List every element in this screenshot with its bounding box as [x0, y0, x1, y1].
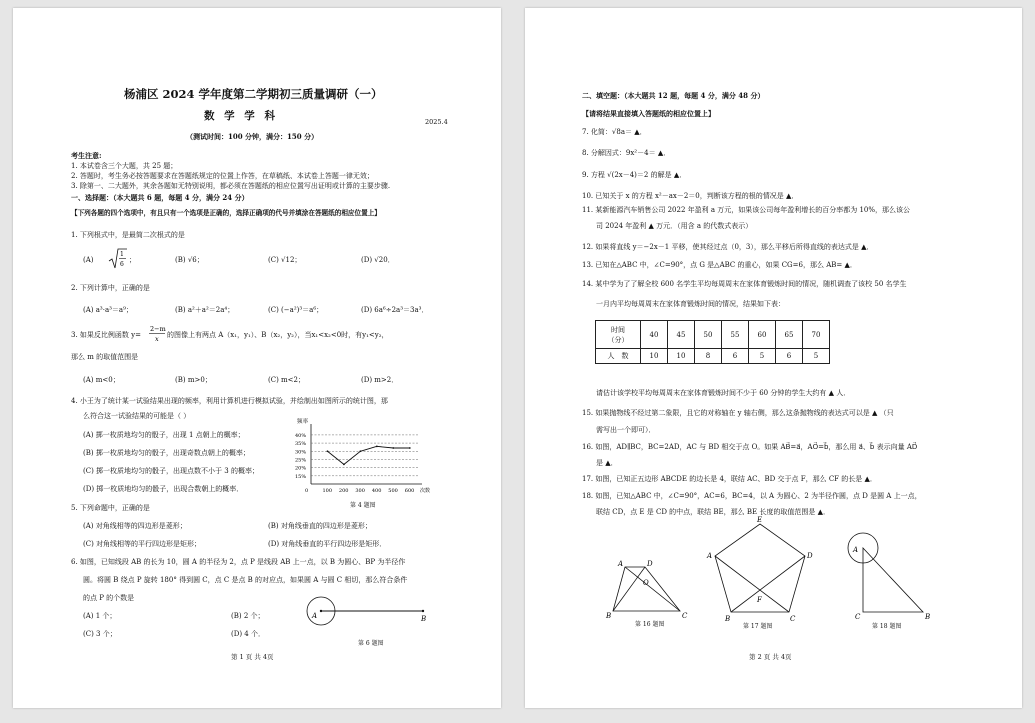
q6-option-a: (A) 1 个；: [83, 612, 117, 620]
fig17-diagonal-bd: [731, 556, 805, 612]
q1-option-a-radical: [109, 248, 127, 270]
q4-option-b: (B) 掷一枚质地均匀的骰子，出现奇数点朝上的概率；: [83, 449, 250, 457]
q15-blank: ▲: [872, 409, 878, 417]
q16-blank: ▲: [605, 459, 611, 467]
fig16: [605, 553, 695, 619]
q17: 17. 如图，已知正五边形 ABCDE 的边长是 4，联结 AC、BD 交于点 F，那么 CF 的长是 ▲．: [582, 475, 877, 483]
q1-option-b: (B) √6；: [175, 256, 204, 264]
q6-stem-3: 的点 P 的个数是: [83, 594, 135, 602]
q6-option-b: (B) 2 个；: [231, 612, 265, 620]
exam-info: （测试时间：100 分钟，满分：150 分）: [186, 132, 319, 141]
svg-text:C: C: [682, 612, 688, 620]
svg-text:O: O: [643, 579, 649, 587]
q14-table: [595, 320, 830, 364]
q8: 8. 分解因式：9x²－4＝ ▲．: [582, 149, 671, 157]
fig17-diagonal-ac: [715, 556, 789, 612]
q3-fraction: [149, 323, 167, 345]
fig17: [705, 516, 815, 624]
table-count-cell: 10: [641, 349, 668, 364]
x-tick-label: 200: [338, 488, 349, 494]
q3-stem: 3. 如果反比例函数 y=: [71, 331, 141, 339]
q4-option-c: (C) 掷一枚质地均匀的骰子，出现点数不小于 3 的概率；: [83, 467, 259, 475]
q2-option-c: (C) (−a²)³＝a⁶；: [268, 306, 324, 314]
table-count-cell: 8: [695, 349, 722, 364]
q1-frac-den: 6: [120, 261, 124, 268]
q7-blank: ▲: [634, 128, 640, 136]
svg-text:2−m: 2−m: [150, 325, 166, 333]
table-time-cell: 50: [695, 321, 722, 349]
svg-text:x: x: [155, 335, 159, 343]
frequency-point: [359, 450, 361, 452]
table-time-cell: 65: [776, 321, 803, 349]
q12-blank: ▲: [861, 243, 867, 251]
table-count-cell: 10: [668, 349, 695, 364]
y-tick-label: 40%: [295, 432, 307, 439]
q1-frac-num: 1: [120, 251, 124, 258]
x-tick-label: 500: [388, 488, 398, 494]
q4-stem: 4. 小王为了统计某一试验结果出现的频率，利用计算机进行模拟试验，并绘制出如图所示的统计图，那: [71, 397, 388, 405]
q17-blank: ▲: [864, 475, 870, 483]
y-axis-label: 频率: [297, 419, 309, 425]
frequency-point: [327, 450, 329, 452]
table-time-cell: 60: [749, 321, 776, 349]
q5-option-a: (A) 对角线相等的四边形是菱形；: [83, 522, 187, 530]
q13: 13. 已知在△ABC 中，∠C=90°，点 G 是△ABC 的重心，如果 CG=6，那么 AB= ▲．: [582, 261, 857, 269]
svg-text:B: B: [725, 615, 731, 623]
svg-text:A: A: [707, 552, 713, 560]
exam-date: 2025.4: [425, 118, 448, 126]
table-time-cell: 45: [668, 321, 695, 349]
table-count-cell: 6: [722, 349, 749, 364]
q11-line2: 司 2024 年盈利 ▲ 万元．（用含 a 的代数式表示）: [596, 222, 753, 230]
q2-option-a: (A) a³·a³＝a⁹；: [83, 306, 133, 314]
q9: 9. 方程 √(2x－4)＝2 的解是 ▲．: [582, 171, 687, 179]
page1-footer: 第 1 页 共 4页: [231, 653, 274, 661]
fig18-caption: 第 18 题图: [872, 623, 902, 630]
q6-figure: [298, 591, 428, 631]
q2-option-d: (D) 6a⁶÷2a³＝3a³．: [361, 306, 429, 314]
svg-text:B: B: [925, 613, 931, 621]
q3-stem-2: 的图像上有两点 A（x₁，y₁）、B（x₂，y₂），当x₁<x₂<0时，有y₁<y₂，: [167, 331, 389, 339]
q11-blank: ▲: [648, 222, 654, 230]
q3-option-b: (B) m>0；: [175, 376, 212, 384]
frequency-point: [392, 447, 394, 449]
q4-caption: 第 4 题图: [350, 502, 376, 509]
q12: 12. 如果将直线 y＝−2x－1 平移，使其经过点（0，3），那么平移后所得直线的表达式是 ▲．: [582, 243, 874, 251]
y-tick-label: 25%: [295, 457, 307, 464]
table-count-cell: 5: [749, 349, 776, 364]
section2-instruction: 【请将结果直接填入答题纸的相应位置上】: [582, 109, 715, 118]
q3-option-d: (D) m>2．: [361, 376, 399, 384]
x-tick-label: 400: [371, 488, 382, 494]
x-tick-label: 300: [355, 488, 365, 494]
q6-caption: 第 6 题图: [358, 640, 384, 647]
section1-title: 一、选择题：（本大题共 6 题，每题 4 分，满分 24 分）: [71, 193, 249, 202]
y-tick-label: 15%: [295, 473, 307, 480]
exam-title: 杨浦区 2024 学年度第二学期初三质量调研（一）: [124, 87, 383, 101]
table-header-time: 时间 （分）: [596, 321, 641, 349]
q10-blank: ▲: [786, 192, 792, 200]
q5-stem: 5. 下列命题中，正确的是: [71, 504, 150, 512]
q15: 15. 如果抛物线不经过第二象限，且它的对称轴在 y 轴右侧，那么这条抛物线的表达式可以是 ▲ （只: [582, 409, 894, 417]
q10: 10. 已知关于 x 的方程 x²－ax－2＝0，判断该方程的根的情况是 ▲．: [582, 192, 799, 200]
fig18: [843, 520, 933, 620]
q4-option-d: (D) 掷一枚质地均匀的骰子，出现合数朝上的概率．: [83, 485, 244, 493]
q4-option-a: (A) 掷一枚质地均匀的骰子，出现 1 点朝上的概率；: [83, 431, 245, 439]
notes-title: 考生注意:: [71, 151, 102, 160]
q6-stem: 6. 如图，已知线段 AB 的长为 10，圆 A 的半径为 2，点 P 是线段 AB 上一点，以 B 为圆心、BP 为半径作: [71, 558, 406, 566]
q6-label-a: A: [312, 612, 318, 620]
frequency-point: [343, 463, 345, 465]
table-time-cell: 70: [803, 321, 830, 349]
svg-text:D: D: [807, 552, 813, 560]
q6-label-b: B: [421, 615, 427, 623]
svg-text:A: A: [853, 546, 859, 554]
q3-option-c: (C) m<2；: [268, 376, 305, 384]
note-3: 3. 除第一、二大题外，其余各题如无特别说明，都必须在答题纸的相应位置写出证明或计算的主要步骤.: [71, 182, 391, 190]
frequency-point: [376, 445, 378, 447]
q13-blank: ▲: [844, 261, 850, 269]
fig17-caption: 第 17 题图: [743, 623, 773, 630]
q8-blank: ▲: [657, 149, 664, 157]
table-time-cell: 55: [722, 321, 749, 349]
note-2: 2. 答题时，考生务必按答题要求在答题纸规定的位置上作答，在草稿纸、本试卷上答题一律无效；: [71, 172, 374, 180]
fig16-caption: 第 16 题图: [635, 621, 665, 628]
svg-text:D: D: [647, 560, 653, 568]
section1-instruction: 【下列各题的四个选项中，有且只有一个选项是正确的，选择正确项的代号并填涂在答题纸的相应位置上】: [71, 209, 381, 217]
svg-text:F: F: [757, 596, 762, 604]
q15-line2: 需写出一个即可）．: [596, 426, 656, 434]
q6-stem-2: 圆。将圆 B 绕点 P 旋转 180° 得到圆 C，点 C 是点 B 的对应点，如果圆 A 与圆 C 相切，那么符合条件: [83, 576, 408, 584]
q5-option-c: (C) 对角线相等的平行四边形是矩形；: [83, 540, 202, 548]
q9-blank: ▲: [673, 171, 680, 179]
q14-tail: 请估计该学校平均每周周末在家体育锻炼时间不少于 60 分钟的学生大约有 ▲ 人．: [596, 389, 851, 397]
q6-option-c: (C) 3 个；: [83, 630, 117, 638]
x-tick-label: 600: [404, 488, 415, 494]
table-count-cell: 5: [803, 349, 830, 364]
q14: 14. 某中学为了了解全校 600 名学生平均每周周末在家体育锻炼时间的情况，随机调查了该校 50 名学生: [582, 280, 907, 288]
q6-option-d: (D) 4 个．: [231, 630, 265, 638]
svg-text:A: A: [618, 560, 624, 568]
frequency-series-line: [327, 446, 409, 464]
origin-label: 0: [305, 488, 309, 494]
q1-stem: 1. 下列根式中，是最简二次根式的是: [71, 231, 185, 239]
q3-stem-3: 那么 m 的取值范围是: [71, 353, 139, 361]
q1-option-c: (C) √12；: [268, 256, 302, 264]
note-1: 1. 本试卷含三个大题，共 25 题；: [71, 162, 178, 170]
svg-text:E: E: [757, 516, 763, 524]
fig18-triangle: [863, 548, 923, 612]
svg-text:C: C: [790, 615, 796, 623]
svg-text:B: B: [606, 612, 612, 620]
y-tick-label: 35%: [295, 441, 307, 448]
exam-subject: 数 学 学 科: [204, 110, 278, 122]
q1-option-d: (D) √20．: [361, 256, 395, 264]
q1-option-a: (A): [83, 256, 94, 264]
table-header-count: 人 数: [596, 349, 641, 364]
q5-option-d: (D) 对角线垂直的平行四边形是矩形．: [268, 540, 387, 548]
x-axis-label: 次数: [420, 488, 431, 494]
frequency-point: [409, 447, 411, 449]
q2-option-b: (B) a²＋a²＝2a⁴；: [175, 306, 235, 314]
table-count-cell: 6: [776, 349, 803, 364]
q2-stem: 2. 下列计算中，正确的是: [71, 284, 150, 292]
q18-line2: 联结 CD，点 E 是 CD 的中点，联结 BE，那么 BE 长度的取值范围是 ▲．: [596, 508, 830, 516]
section2-title: 二、填空题：（本大题共 12 题，每题 4 分，满分 48 分）: [582, 91, 765, 100]
fig16-trapezoid: [613, 567, 680, 611]
fig16-diagonal-ac: [625, 567, 680, 611]
q4-frequency-chart: [283, 418, 431, 494]
q18-blank: ▲: [817, 508, 823, 516]
q7: 7. 化简：√8a＝ ▲．: [582, 128, 647, 136]
q11: 11. 某新能源汽车销售公司 2022 年盈利 a 万元，如果该公司每年盈利增长的百分率都为 10%，那么该公: [582, 206, 911, 214]
q4-stem-2: 么符合这一试验结果的可能是（ ）: [83, 412, 191, 420]
q14-blank: ▲: [828, 389, 834, 397]
q1-option-a-sep: ；: [129, 256, 136, 264]
q16: 16. 如图，AD∥BC，BC=2AD，AC 与 BD 相交于点 O。如果 AB⃗=a⃗，AO⃗=b⃗，那么用 a⃗、b⃗ 表示向量 AD⃗: [582, 443, 918, 451]
q16-line2: 是 ▲．: [596, 459, 618, 467]
x-tick-label: 100: [322, 488, 333, 494]
q5-option-b: (B) 对角线垂直的四边形是菱形；: [268, 522, 372, 530]
fig16-diagonal-bd: [613, 567, 645, 611]
page2-footer: 第 2 页 共 4页: [749, 653, 792, 661]
q3-option-a: (A) m<0；: [83, 376, 120, 384]
svg-text:C: C: [855, 613, 861, 621]
y-tick-label: 30%: [295, 449, 307, 456]
y-tick-label: 20%: [295, 465, 307, 472]
q14-line2: 一月内平均每周周末在家体育锻炼时间的情况，结果如下表：: [596, 300, 785, 308]
exam-page-1: [13, 8, 501, 708]
exam-page-2: [525, 8, 1022, 708]
q18: 18. 如图，已知△ABC 中，∠C=90°，AC=6，BC=4，以 A 为圆心、2 为半径作圆，点 D 是圆 A 上一点，: [582, 492, 922, 500]
table-time-cell: 40: [641, 321, 668, 349]
